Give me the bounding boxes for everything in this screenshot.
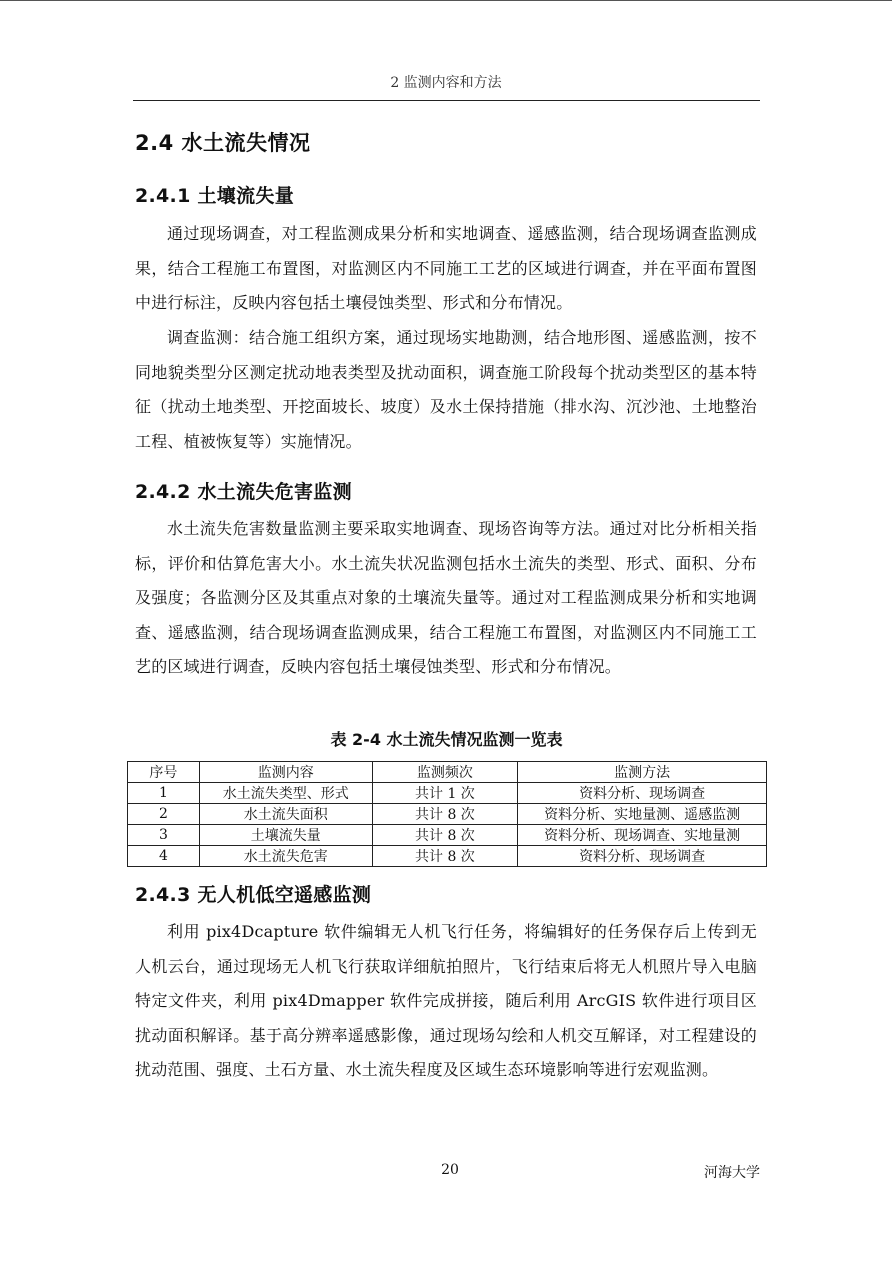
paragraph-2-4-1-a: 通过现场调查，对工程监测成果分析和实地调查、遥感监测，结合现场调查监测成果，结合工程施工布置图，对监测区内不同施工工艺的区域进行调查，并在平面布置图中进行标注，反映内容包括土壤侵蚀类型、形式和分布情况。 — [135, 224, 757, 312]
table-caption: 表 2-4 水土流失情况监测一览表 — [330, 730, 563, 749]
paragraph-2-4-3: 利用 pix4Dcapture 软件编辑无人机飞行任务，将编辑好的任务保存后上传到无人机云台，通过现场无人机飞行获取详细航拍照片，飞行结束后将无人机照片导入电脑特定文件夹，利用 pix4Dmapper 软件完成拼接，随后利用 ArcGIS 软件进行项目区扰动面积解译。基于高分辨率遥感影像，通过现场勾绘和人机交互解译，对工程建设的扰动范围、强度、土石方量、水土流失程度及区域生态环境影响等进行宏观监测。 — [135, 922, 757, 1079]
section-title: 2.4 水土流失情况 — [135, 131, 311, 155]
table-cell: 水土流失类型、形式 — [199, 783, 372, 804]
paragraph-2-4-1-b: 调查监测：结合施工组织方案，通过现场实地勘测，结合地形图、遥感监测，按不同地貌类型分区测定扰动地表类型及扰动面积，调查施工阶段每个扰动类型区的基本特征（扰动土地类型、开挖面坡长、坡度）及水土保持措施（排水沟、沉沙池、土地整治工程、植被恢复等）实施情况。 — [135, 328, 757, 451]
table-cell: 共计 8 次 — [372, 846, 518, 867]
table-cell: 资料分析、现场调查、实地量测 — [518, 825, 767, 846]
monitoring-table — [127, 761, 767, 867]
paragraph-2-4-2: 水土流失危害数量监测主要采取实地调查、现场咨询等方法。通过对比分析相关指标，评价和估算危害大小。水土流失状况监测包括水土流失的类型、形式、面积、分布及强度；各监测分区及其重点对象的土壤流失量等。通过对工程监测成果分析和实地调查、遥感监测，结合现场调查监测成果，结合工程施工布置图，对监测区内不同施工工艺的区域进行调查，反映内容包括土壤侵蚀类型、形式和分布情况。 — [135, 519, 757, 676]
table-cell: 资料分析、实地量测、遥感监测 — [518, 804, 767, 825]
running-header: 2 监测内容和方法 — [390, 75, 502, 91]
page-number: 20 — [441, 1162, 459, 1178]
table-cell: 共计 8 次 — [372, 825, 518, 846]
page-top-border — [0, 0, 892, 1]
footer-university: 河海大学 — [704, 1165, 760, 1181]
table-cell: 水土流失面积 — [199, 804, 372, 825]
table-cell: 3 — [128, 825, 200, 846]
table-row — [128, 846, 767, 867]
table-row — [128, 804, 767, 825]
table-header-cell: 监测频次 — [372, 762, 518, 783]
table-cell: 资料分析、现场调查 — [518, 846, 767, 867]
subsection-title-2-4-3: 2.4.3 无人机低空遥感监测 — [135, 884, 372, 906]
table-row — [128, 783, 767, 804]
table-row — [128, 825, 767, 846]
subsection-title-2-4-1: 2.4.1 土壤流失量 — [135, 185, 295, 207]
table-header-cell: 序号 — [128, 762, 200, 783]
table-cell: 共计 1 次 — [372, 783, 518, 804]
table-cell: 2 — [128, 804, 200, 825]
table-cell: 共计 8 次 — [372, 804, 518, 825]
subsection-title-2-4-2: 2.4.2 水土流失危害监测 — [135, 481, 352, 503]
table-cell: 资料分析、现场调查 — [518, 783, 767, 804]
table-cell: 4 — [128, 846, 200, 867]
table-cell: 1 — [128, 783, 200, 804]
table-header-cell: 监测方法 — [518, 762, 767, 783]
header-rule — [133, 100, 760, 101]
table-header-row — [128, 762, 767, 783]
table-cell: 水土流失危害 — [199, 846, 372, 867]
table-cell: 土壤流失量 — [199, 825, 372, 846]
table-header-cell: 监测内容 — [199, 762, 372, 783]
